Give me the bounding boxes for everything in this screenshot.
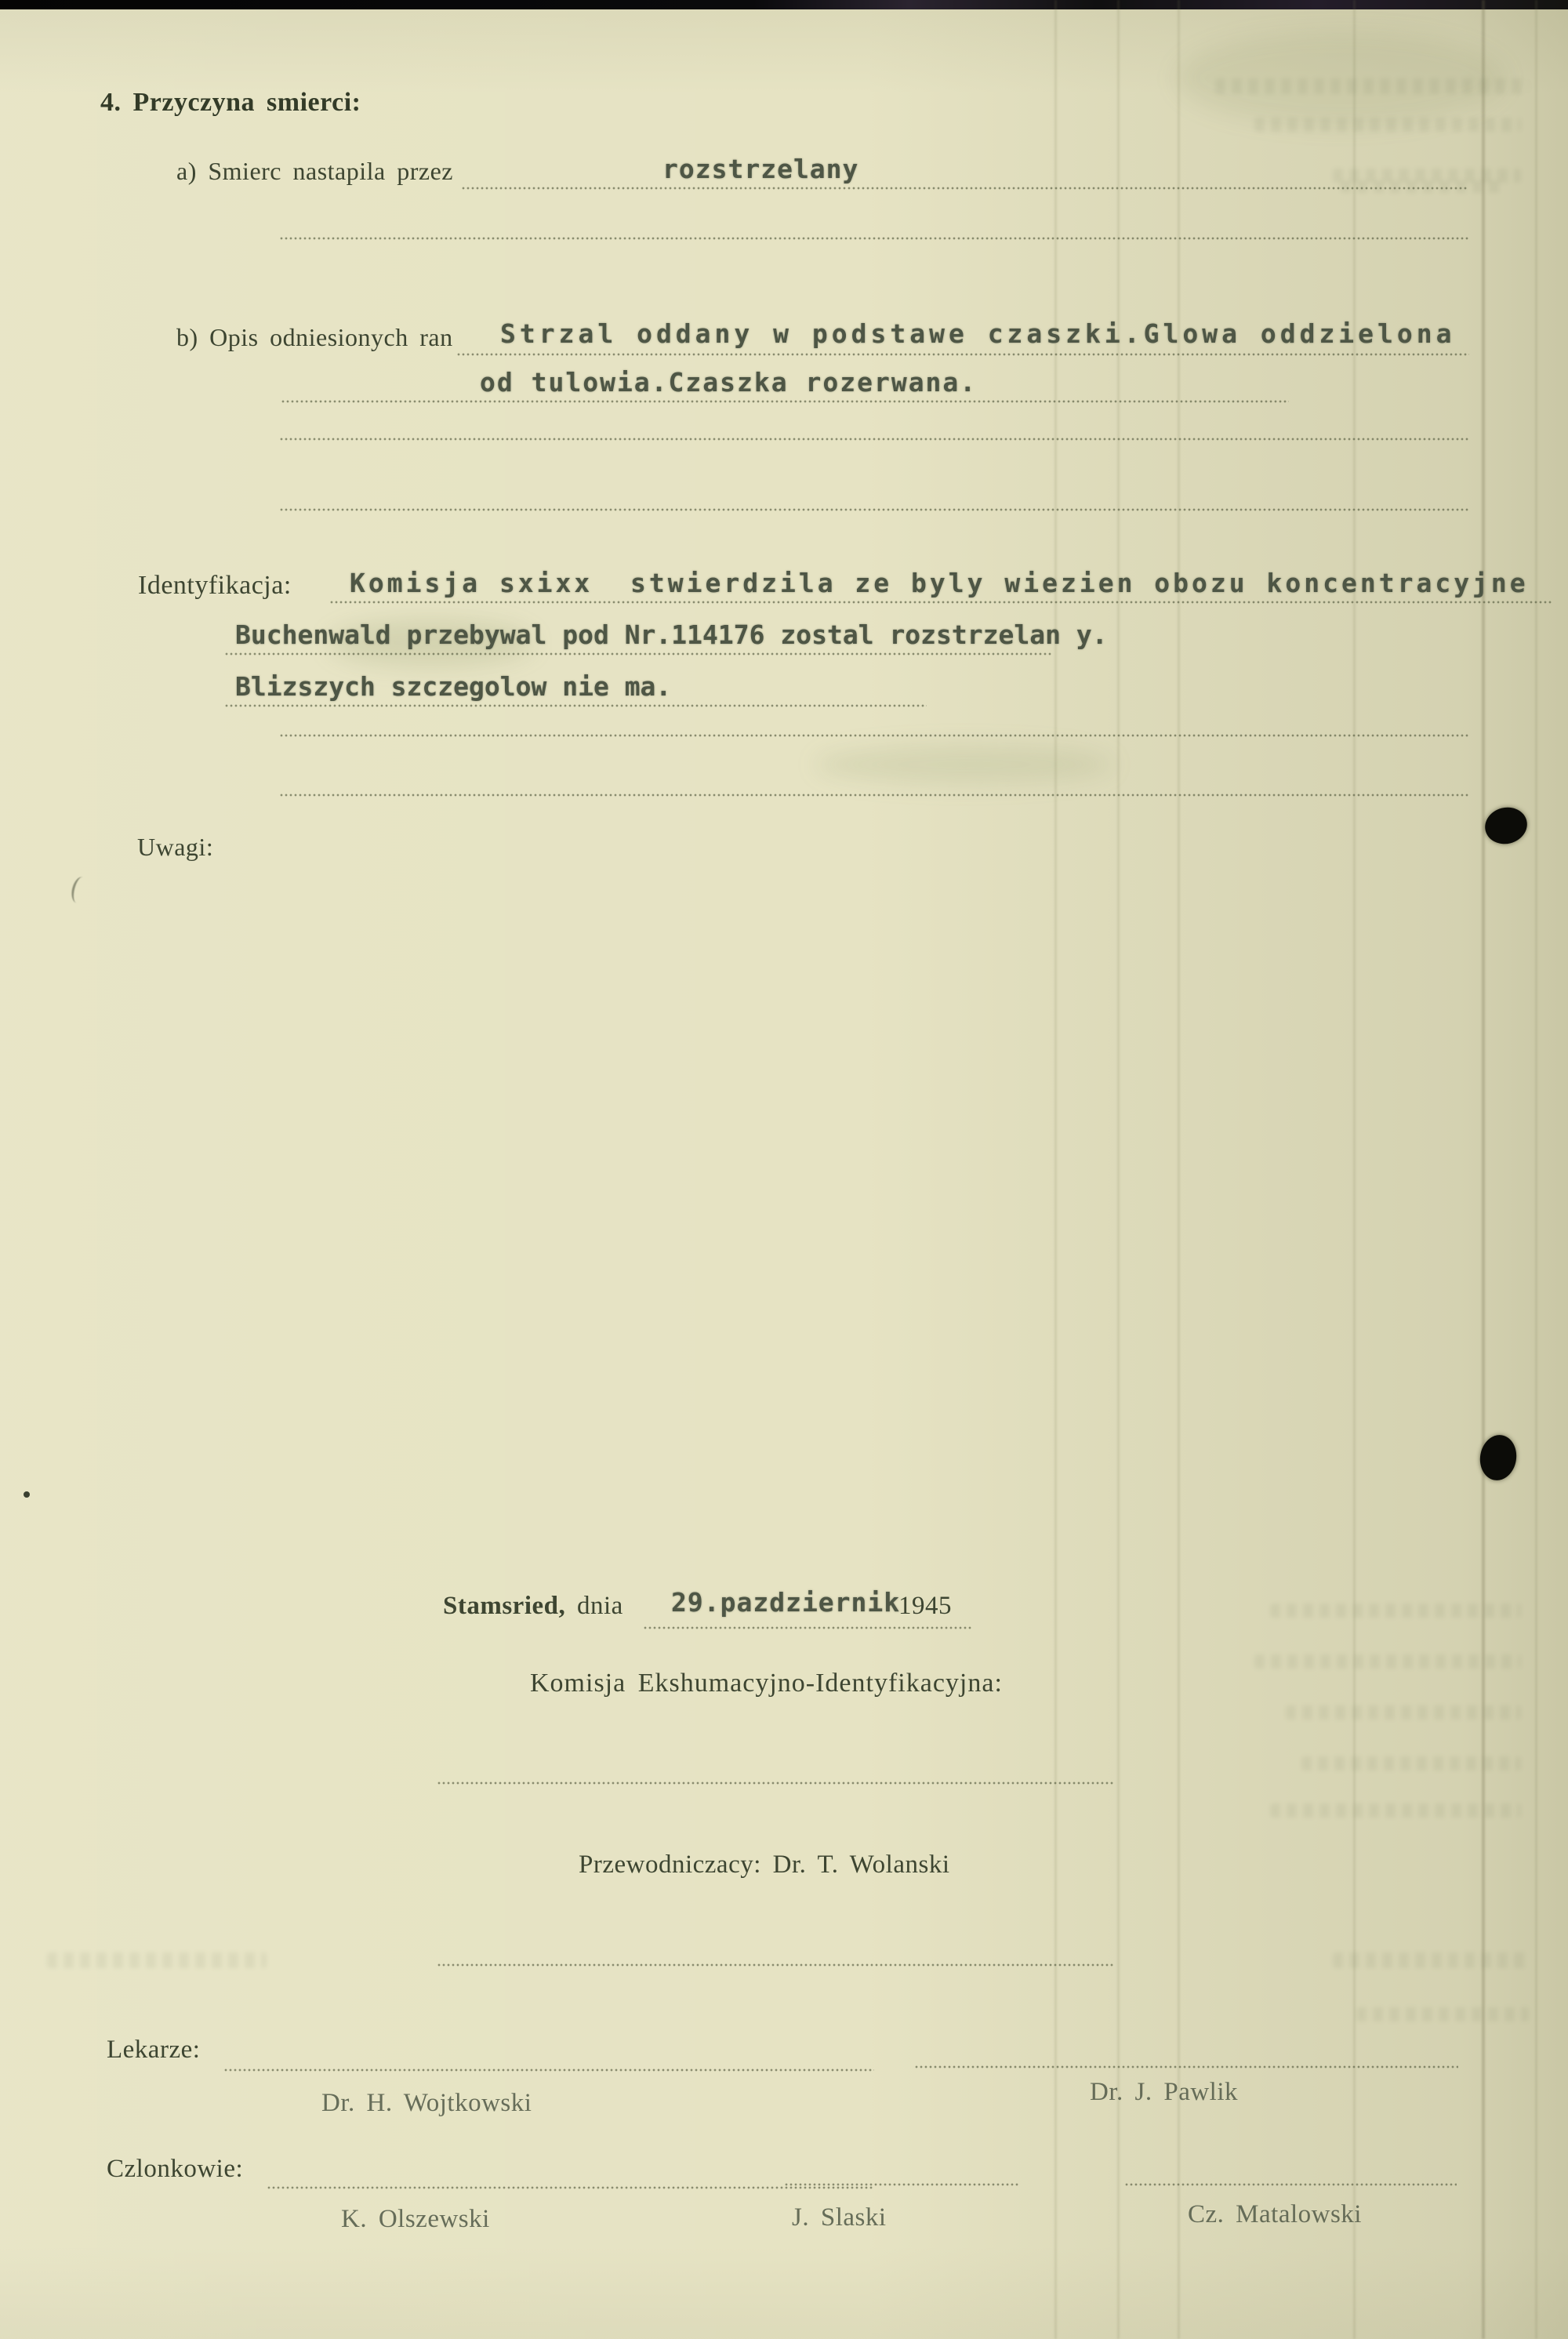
bleedthrough-smudge [1286, 1705, 1521, 1720]
scan-streak [1117, 0, 1120, 2339]
member-name: K. Olszewski [341, 2205, 490, 2233]
field-a-label: a) Smierc nastapila przez [176, 157, 453, 185]
scan-streak [1054, 0, 1057, 2339]
field-b-typed-line2: od tulowia.Czaszka rozerwana. [480, 367, 978, 398]
bleedthrough-smudge [1215, 78, 1529, 94]
members-fill-line-1 [267, 2186, 873, 2189]
identification-typed-line1: Komisja sxixx stwierdzila ze byly wiezien obozu koncentracyjne [350, 568, 1529, 598]
scan-streak [1353, 0, 1356, 2339]
dotted-rule [279, 734, 1469, 737]
dnia-label: dnia [577, 1592, 623, 1620]
members-label: Czlonkowie: [107, 2155, 244, 2183]
bleedthrough-smudge [1254, 1654, 1521, 1669]
field-b-fill-line-2 [281, 400, 1289, 403]
date-fill-line [643, 1626, 972, 1629]
field-b-label: b) Opis odniesionych ran [176, 323, 453, 351]
dotted-rule [279, 794, 1469, 797]
doctors-fill-line-2 [914, 2065, 1458, 2068]
signature-rule [437, 1781, 1114, 1785]
pen-mark [69, 875, 90, 905]
fold-line [1482, 0, 1485, 2339]
chairman-line [579, 1850, 950, 1880]
doctor-name: Dr. J. Pawlik [1090, 2078, 1239, 2106]
members-fill-line-3 [1124, 2183, 1457, 2186]
dotted-rule [279, 237, 1469, 240]
place-date-line [443, 1592, 623, 1621]
bleedthrough-smudge [1356, 2007, 1529, 2021]
field-a-typed-value: rozstrzelany [662, 154, 859, 184]
signature-rule [437, 1963, 1114, 1967]
member-name: J. Slaski [792, 2203, 887, 2232]
bleedthrough-smudge [47, 1952, 267, 1968]
field-b-typed-line1: Strzal oddany w podstawe czaszki.Glowa oddzielona [500, 318, 1456, 349]
place-label: Stamsried, [443, 1592, 566, 1620]
doctor-name: Dr. H. Wojtkowski [321, 2089, 532, 2117]
section-title: Przyczyna smierci: [132, 88, 361, 117]
scan-edge-strip [0, 0, 1568, 9]
identification-label: Identyfikacja: [138, 571, 292, 600]
bleedthrough-smudge [1301, 1756, 1521, 1771]
commission-title: Komisja Ekshumacyjno-Identyfikacyjna: [530, 1669, 1003, 1698]
field-b-fill-line-1 [456, 353, 1469, 356]
field-a-fill-line [461, 187, 1468, 190]
members-fill-line-2 [784, 2183, 1019, 2186]
identification-typed-line3: Blizszych szczegolow nie ma. [235, 671, 672, 702]
typed-date: 29.pazdziernik [671, 1587, 901, 1618]
bleedthrough-smudge [1270, 1604, 1521, 1618]
remarks-label: Uwagi: [137, 833, 214, 861]
printed-year: 1945 [898, 1592, 952, 1620]
ink-speck [24, 1491, 30, 1498]
scan-streak [1535, 0, 1537, 2339]
paper-stain [815, 745, 1113, 784]
member-name: Cz. Matalowski [1188, 2200, 1362, 2228]
section-heading [100, 88, 361, 118]
dotted-rule [279, 438, 1469, 441]
bleedthrough-smudge [1270, 1803, 1521, 1818]
bleedthrough-smudge [1254, 118, 1521, 132]
section-number: 4. [100, 88, 122, 117]
doctors-label: Lekarze: [107, 2036, 201, 2064]
scan-streak [1178, 0, 1180, 2339]
bleedthrough-smudge [1333, 1952, 1529, 1968]
doctors-fill-line-1 [223, 2068, 874, 2072]
punch-hole [1481, 803, 1531, 848]
chairman-label: Przewodniczacy: [579, 1850, 761, 1879]
identification-typed-line2: Buchenwald przebywal pod Nr.114176 zostal rozstrzelan y. [235, 619, 1108, 650]
identification-fill-line-3 [224, 704, 927, 707]
chairman-name: Dr. T. Wolanski [772, 1850, 950, 1879]
identification-fill-line-1 [329, 601, 1552, 604]
dotted-rule [279, 508, 1469, 511]
identification-fill-line-2 [224, 652, 1052, 656]
